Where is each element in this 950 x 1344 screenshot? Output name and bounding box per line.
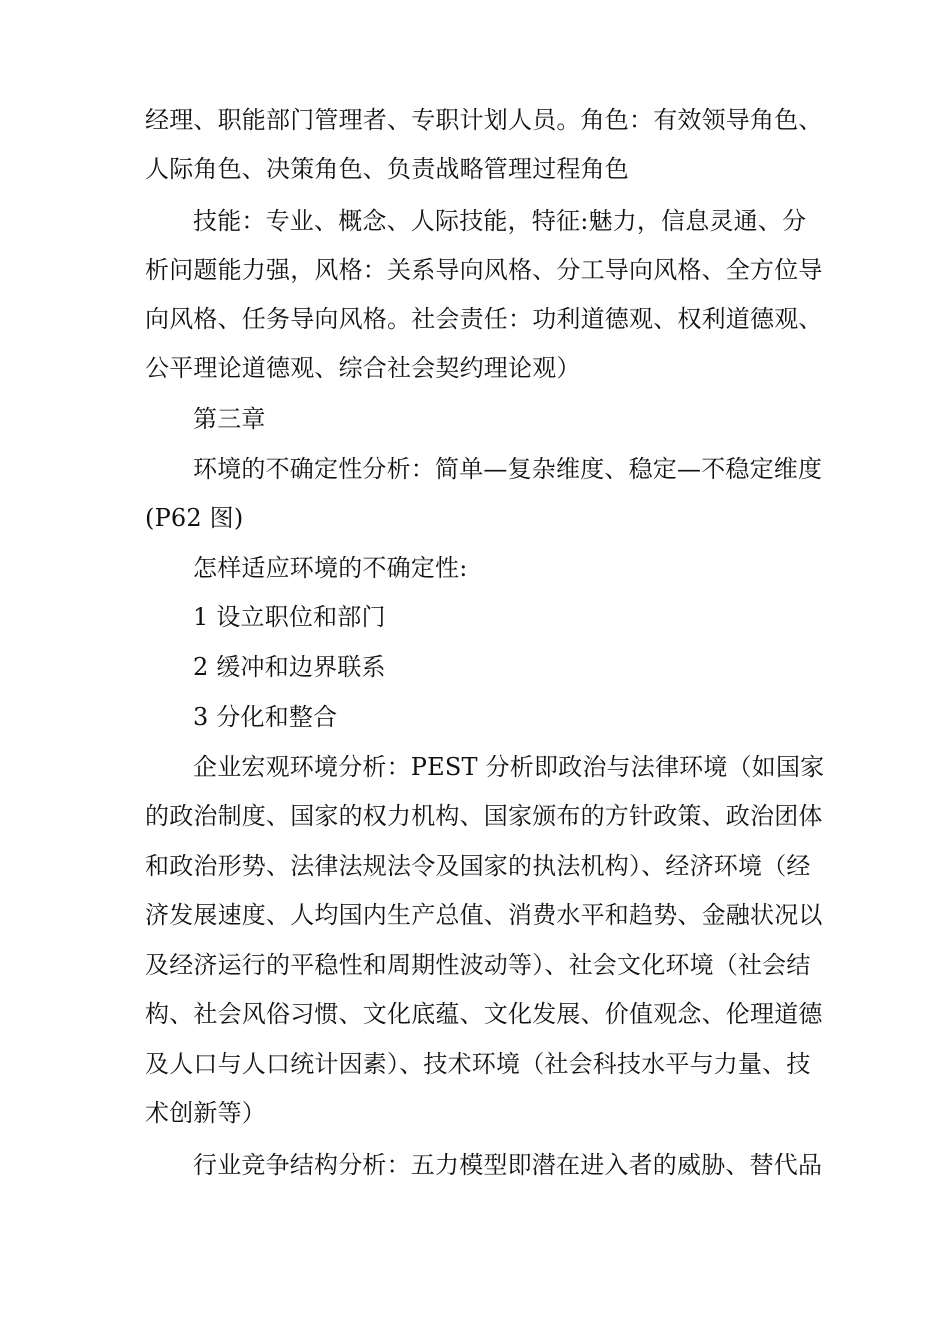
text-line: 构、社会风俗习惯、文化底蕴、文化发展、价值观念、伦理道德 xyxy=(145,1000,823,1028)
text-line: 及人口与人口统计因素）、技术环境（社会科技水平与力量、技 xyxy=(145,1050,811,1078)
text-line: 及经济运行的平稳性和周期性波动等）、社会文化环境（社会结 xyxy=(145,951,811,979)
chapter-heading: 第三章 xyxy=(193,405,266,433)
text-line: 怎样适应环境的不确定性: xyxy=(193,554,468,582)
list-item: 1 设立职位和部门 xyxy=(193,603,386,631)
text-line: 环境的不确定性分析：简单—复杂维度、稳定—不稳定维度 xyxy=(193,455,823,483)
text-line: 向风格、任务导向风格。社会责任：功利道德观、权利道德观、 xyxy=(145,305,823,333)
text-line: 技能：专业、概念、人际技能，特征:魅力，信息灵通、分 xyxy=(193,207,807,235)
text-line: (P62 图) xyxy=(145,504,244,532)
text-line: 术创新等） xyxy=(145,1099,266,1127)
text-line: 的政治制度、国家的权力机构、国家颁布的方针政策、政治团体 xyxy=(145,802,823,830)
text-line: 济发展速度、人均国内生产总值、消费水平和趋势、金融状况以 xyxy=(145,901,823,929)
text-line: 人际角色、决策角色、负责战略管理过程角色 xyxy=(145,155,629,183)
text-line: 公平理论道德观、综合社会契约理论观） xyxy=(145,354,581,382)
text-line: 企业宏观环境分析：PEST 分析即政治与法律环境（如国家 xyxy=(193,753,825,781)
text-line: 经理、职能部门管理者、专职计划人员。角色：有效领导角色、 xyxy=(145,106,823,134)
list-item: 2 缓冲和边界联系 xyxy=(193,653,386,681)
text-line: 行业竞争结构分析：五力模型即潜在进入者的威胁、替代品 xyxy=(193,1151,823,1179)
text-line: 析问题能力强，风格：关系导向风格、分工导向风格、全方位导 xyxy=(145,256,823,284)
text-line: 和政治形势、法律法规法令及国家的执法机构）、经济环境（经 xyxy=(145,852,811,880)
list-item: 3 分化和整合 xyxy=(193,703,338,731)
